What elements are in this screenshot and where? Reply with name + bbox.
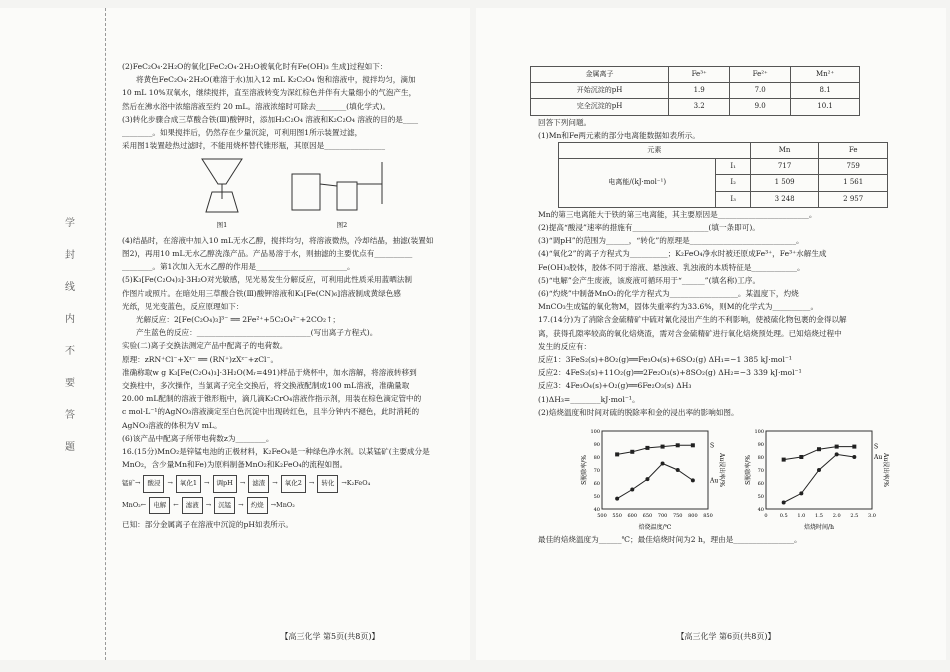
table-header: Mn²⁺ [791,67,860,83]
y-tick-label: 60 [593,481,600,488]
table-header: Fe²⁺ [730,67,791,83]
table-cell: 1 561 [819,175,888,191]
data-point [645,477,649,481]
data-point [691,443,695,447]
legend-S: S [874,443,879,451]
text-line: (3)转化步骤合成三草酸合铁(Ⅲ)酸钾时，添加H₂C₂O₄ 溶液和K₂C₂O₄ 溶液的目的是____ [122,114,419,124]
data-point [852,445,856,449]
flow-step: 氧化2 [281,475,306,492]
text-line: 已知：部分金属离子在溶液中沉淀的pH如表所示。 [122,519,293,529]
table-cell: 完全沉淀的pH [531,99,669,115]
data-point [782,458,786,462]
text-line: 光解反应：2[Fe(C₂O₄)₃]³⁻ ══ 2Fe²⁺+5C₂O₄²⁻+2CO₂↑； [136,315,341,325]
text-line: (2)提高“酸浸”速率的措施有____________________(填一条即可)。 [538,223,760,233]
y-tick-label: 50 [593,494,600,501]
x-tick-label: 500 [597,513,607,520]
y-tick-label: 50 [757,494,764,501]
text-line: 交换柱中，多次操作，当氯离子完全交换后，将交换液配制成100 mL溶液，准确量取 [122,381,410,391]
figure-2-label: 图2 [336,220,348,229]
table-cell: I₃ [716,191,750,207]
text-line: 回答下列问题。 [538,117,592,127]
legend-Au: Au [874,454,883,462]
text-line: (6)“灼烧”中制备MnO₂的化学方程式为__________________。某温度下，灼烧 [538,289,799,299]
text-line: AgNO₃溶液的体积为V mL。 [122,420,222,430]
text-line: (4)结晶时，在溶液中加入10 mL无水乙醇，搅拌均匀，将溶液微热，冷却结晶，抽滤(装置如 [122,235,434,245]
text-line: 反应2：4FeS₂(s)+11O₂(g)══2Fe₂O₃(s)+8SO₂(g) ΔH₂=−3 339 kJ·mol⁻¹ [538,368,802,378]
x-axis-label: 焙烧时间/h [804,524,834,532]
y-tick-label: 100 [590,429,600,436]
left-content [122,60,462,531]
x-tick-label: 800 [688,513,698,520]
flow-step: 滤液 [182,497,203,514]
data-point [835,452,839,456]
text-line: (2)FeC₂O₄·2H₂O的氧化[FeC₂O₄·2H₂O被氧化时有Fe(OH)₃ 生成]过程如下： [122,62,388,71]
text-line: (5)“电解”会产生废液，该废液可循环用于“______”(填名称)工序。 [538,275,761,285]
text-line: 10 mL 10%双氧水，继续搅拌，直至溶液转变为深红棕色并伴有大量细小的气泡产生， [122,88,417,98]
x-tick-label: 650 [642,513,653,520]
legend-S: S [710,442,715,450]
x-tick-label: 1.0 [797,513,806,520]
y-tick-label: 70 [593,468,600,475]
y-tick-label: 70 [757,468,764,475]
flow-step: 转化 [317,475,338,492]
apparatus-figure [122,154,462,231]
flow-step: MnO₂ [122,500,141,509]
y-tick-label: 90 [593,442,600,449]
flow-step: 滤渣 [248,475,269,492]
page-footer: 【高三化学 第5页(共8页)】 [280,632,380,641]
table-cell: I₂ [716,175,750,191]
table-cell: 1.9 [669,83,730,99]
data-point [799,491,803,495]
data-point [661,462,665,466]
x-tick-label: 600 [627,513,638,520]
suction-diagram [282,154,402,214]
text-line: 准确称取w g K₃[Fe(C₂O₄)₃]·3H₂O(Mᵣ=491)样品于烧杯中，加水溶解，将溶液转移到 [122,367,417,377]
flow-step: MnO₂ [276,500,295,509]
data-point [852,455,856,459]
text-line: (3)“调pH”的范围为______，“转化”的原理是____________________________。 [538,236,804,246]
table-row [531,99,860,115]
series-line-Au [617,464,693,499]
table-cell: I₁ [716,159,750,175]
left-page [0,8,470,660]
page-footer: 【高三化学 第6页(共8页)】 [676,632,776,641]
text-line: 16.(15分)MnO₂是锌锰电池的正极材料，K₂FeO₄是一种绿色净水剂。以某锰矿(主要成分是 [122,447,430,457]
x-tick-label: 750 [672,513,683,520]
data-point [615,497,619,501]
y-axis-label: S脱除率/% [745,455,752,485]
text-line: 然后在沸水浴中浓缩溶液至约 20 mL。溶液浓缩时可除去________(填化学式)。 [122,101,391,111]
data-point [645,446,649,450]
table-cell: 759 [819,159,888,175]
text-line: MnCO₃生成锰的氧化物M，固体失重率约为33.6%，则M的化学式为__________。 [538,302,819,312]
data-point [676,443,680,447]
table-header: Mn [750,143,819,159]
data-point [817,447,821,451]
flow-step: 锰矿 [122,479,135,488]
text-line: 原理：zRN⁺Cl⁻+Xᶻ⁻ ══ (RN⁺)zXᶻ⁻+zCl⁻。 [122,354,279,364]
data-point [691,478,695,482]
table-cell: 3.2 [669,99,730,115]
y2-axis-label: Au浸出率/% [718,453,725,488]
table-row [559,159,888,175]
data-point [799,455,803,459]
text-line: ________。如果搅拌后，仍然存在少量沉淀，可利用图1所示装置过滤， [122,128,363,138]
flow-step: 氧化1 [176,475,201,492]
x-tick-label: 2.0 [832,513,841,520]
data-point [630,450,634,454]
table-cell: 开始沉淀的pH [531,83,669,99]
y-tick-label: 40 [757,507,764,514]
data-point [615,452,619,456]
process-flow: 锰矿 → 酸浸 → 氧化1 → 调pH → 滤渣 → 氧化2 → 转化 → K₂FeO₄ [122,475,462,492]
flow-step: 沉锰 [214,497,235,514]
table-cell: 8.1 [791,83,860,99]
x-tick-label: 2.5 [850,513,859,520]
text-line: 图2)，再用10 mL无水乙醇洗涤产品。产品易溶于水，则抽滤的主要优点有__________ [122,249,413,259]
table-cell: 10.1 [791,99,860,115]
text-line: (6)该产品中配离子所带电荷数z为________。 [122,433,274,443]
text-line: 实验(二)离子交换法测定产品中配离子的电荷数。 [122,341,288,351]
x-tick-label: 3.0 [868,513,876,520]
charts-row [578,423,938,533]
table-cell: 1 509 [750,175,819,191]
data-point [782,501,786,505]
chart-time [742,423,892,533]
y-tick-label: 80 [593,455,600,462]
legend-Au: Au [710,477,719,485]
text-line: 将黄色FeC₂O₄·2H₂O(难溶于水)加入12 mL K₂C₂O₄ 饱和溶液中，搅拌均匀，滴加 [136,75,416,85]
table-cell: 9.0 [730,99,791,115]
text-line: ________。第1次加入无水乙醇的作用是________________________。 [122,262,355,272]
figure-2 [282,154,402,231]
y2-axis-label: Au浸出率/% [882,453,889,488]
y-tick-label: 90 [757,442,764,449]
text-line: 反应1：3FeS₂(s)+8O₂(g)══Fe₃O₄(s)+6SO₂(g) ΔH₁=−1 385 kJ·mol⁻¹ [538,355,792,365]
figure-1 [182,154,262,231]
table-cell: 2 957 [819,191,888,207]
text-line: 采用图1装置趁热过滤时，不能用烧杯替代锥形瓶，其原因是________________ [122,141,386,151]
flow-step: 灼烧 [247,497,268,514]
text-line: 反应3：4Fe₃O₄(s)+O₂(g)══6Fe₂O₃(s) ΔH₃ [538,381,692,391]
series-line-S [617,445,693,454]
flow-step: 电解 [149,497,170,514]
y-tick-label: 100 [754,429,764,436]
data-point [835,445,839,449]
x-tick-label: 550 [612,513,622,520]
data-point [630,488,634,492]
data-point [676,468,680,472]
chart-temperature [578,423,728,533]
text-line: Fe(OH)₃胶体，胶体不同于溶液、悬浊液、乳浊液的本质特征是____________。 [538,262,805,272]
text-line: 作图片或照片。在暗处用三草酸合铁(Ⅲ)酸钾溶液和K₃[Fe(CN)₆]溶液制成黄绿色感 [122,288,401,298]
y-axis-label: S脱除率/% [581,455,588,485]
x-tick-label: 0.5 [779,513,788,520]
figure-1-label: 图1 [216,220,228,229]
text-line: (4)“氧化2”的离子方程式为__________；K₂FeO₄净水时被还原成Fe³⁺，Fe³⁺水解生成 [538,249,827,259]
table-header: 元素 [559,143,751,159]
flow-step: 酸浸 [143,475,164,492]
text-line: (1)Mn和Fe两元素的部分电离能数据如表所示。 [538,130,700,140]
x-axis-label: 焙烧温度/℃ [638,524,672,532]
flow-step: 调pH [213,475,237,492]
right-page [476,8,946,660]
text-line: 17.(14分)为了消除含金硫精矿中硫对氰化浸出产生的不利影响，使被硫化物包裹的金得以解 [538,315,847,325]
text-line: Mn的第三电离能大于铁的第三电离能，其主要原因是________________________。 [538,209,817,219]
text-line: (1)ΔH₃=________kJ·mol⁻¹。 [538,394,640,404]
table-header: Fe³⁺ [669,67,730,83]
ionization-table [558,142,888,208]
text-line: c mol·L⁻¹的AgNO₃溶液滴定至白色沉淀中出现砖红色，且半分钟内不褪色，此时消耗的 [122,407,420,417]
table-cell: 7.0 [730,83,791,99]
data-point [661,445,665,449]
x-tick-label: 1.5 [815,513,823,520]
text-line: 离，获得孔隙率较高的氧化焙烧渣，需对含金硫精矿进行氧化焙烧预处理。已知焙烧过程中 [538,328,842,338]
data-point [817,468,821,472]
y-tick-label: 60 [757,481,764,488]
series-line-Au [784,454,855,502]
text-line: 光纸，见光变蓝色，反应原理如下： [122,301,244,311]
x-tick-label: 700 [657,513,668,520]
table-header: Fe [819,143,888,159]
table-header: 金属离子 [531,67,669,83]
table-cell: 电离能/(kJ·mol⁻¹) [559,159,716,208]
flow-step: K₂FeO₄ [346,479,371,488]
table-cell: 717 [750,159,819,175]
text-line: MnO₂，含少量Mn和Fe)为原料制备MnO₂和K₂FeO₄的流程如图。 [122,460,348,470]
seal-label: 学 封 线 内 不 要 答 题 [65,218,75,453]
seal-line [84,8,106,660]
y-tick-label: 40 [593,507,600,514]
text-line: 产生蓝色的反应：______________________________(写出离子方程式)。 [136,328,378,338]
text-line: 发生的反应有： [538,341,592,351]
ph-table [530,66,860,116]
text-line: (5)K₃[Fe(C₂O₄)₃]·3H₂O对光敏感，见光易发生分解反应，可利用此性质采用蓝晒法制 [122,275,413,285]
y-tick-label: 80 [757,455,764,462]
table-row [531,83,860,99]
x-tick-label: 0 [764,513,768,520]
text-line: 最佳的焙烧温度为______℃；最佳焙烧时间为2 h，理由是________________。 [538,535,802,545]
text-line: (2)焙烧温度和时间对硫的脱除率和金的浸出率的影响如图。 [538,407,739,417]
process-flow-2: MnO₂ ← 电解 ← 滤液 → 沉锰 → 灼烧 → MnO₂ [122,497,462,514]
x-tick-label: 850 [703,513,713,520]
funnel-diagram [182,154,262,214]
text-line: 20.00 mL配制的溶液于锥形瓶中，滴几滴K₂CrO₄溶液作指示剂，用装在棕色滴定管中的 [122,394,422,404]
table-cell: 3 248 [750,191,819,207]
right-content [538,66,938,546]
